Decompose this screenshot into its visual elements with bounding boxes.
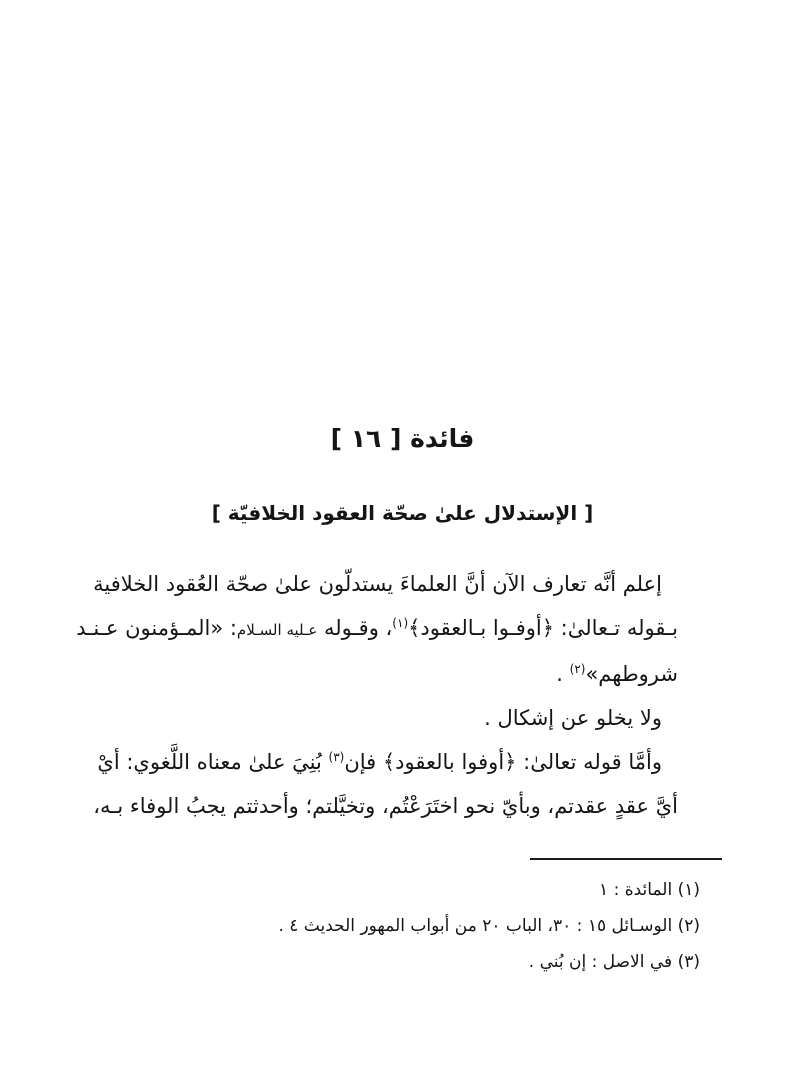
body-line-1 (93, 562, 678, 606)
body-line-2 (76, 606, 678, 652)
paragraph-text: وأمَّا قوله تعالىٰ: ﴿أوفوا بالعقود﴾ فإن (344, 750, 662, 774)
section-subtitle: [ الإستدلال علىٰ صحّة العقود الخلافيّة ] (211, 501, 594, 525)
paragraph-text: . (556, 662, 570, 686)
footnote-3: (٣) في الاصل : إن بُني . (528, 952, 700, 972)
body-text (76, 562, 678, 828)
hadith-quote-end: شروطهم» (585, 662, 678, 686)
paragraph-text: أيَّ عقدٍ عقدتم، وبأيّ نحو اختَرَعْتُم، وتخيَّلتم؛ وأحدثتم يجبُ الوفاء بـه، (93, 794, 678, 818)
body-line-4 (127, 696, 678, 740)
quran-quote: بـقوله تـعالىٰ: ﴿أوفـوا بـالعقود﴾ (408, 616, 678, 640)
footnote-1: (١) المائدة : ١ (599, 880, 700, 900)
honorific-phrase: عـليه السـلام (236, 621, 318, 639)
footnote-2: (٢) الوسـائل ١٥ : ٣٠، الباب ٢٠ من أبواب المهور الحديث ٤ . (278, 916, 700, 936)
footnote-ref-3: (٣) (328, 750, 345, 764)
footnote-divider (530, 858, 722, 860)
hadith-quote-start: : «المـؤمنون عـنـد (76, 616, 237, 640)
footnote-ref-1: (١) (392, 616, 409, 630)
paragraph-text: بُنِيَ علىٰ معناه اللَّغوي: أيْ (97, 750, 329, 774)
paragraph-text: إعلم أنَّه تعارف الآن أنَّ العلماءَ يستدلّون علىٰ صحّة العُقود الخلافية (93, 572, 662, 596)
body-line-6 (93, 784, 678, 828)
body-line-5 (97, 740, 678, 784)
paragraph-text: ولا يخلو عن إشكال . (484, 706, 662, 730)
page-title: فائدة [ ١٦ ] (330, 424, 475, 453)
footnote-ref-2: (٢) (569, 662, 586, 676)
body-line-3 (127, 652, 678, 696)
paragraph-text: ، وقـوله (317, 616, 393, 640)
footnotes-section (100, 872, 700, 980)
